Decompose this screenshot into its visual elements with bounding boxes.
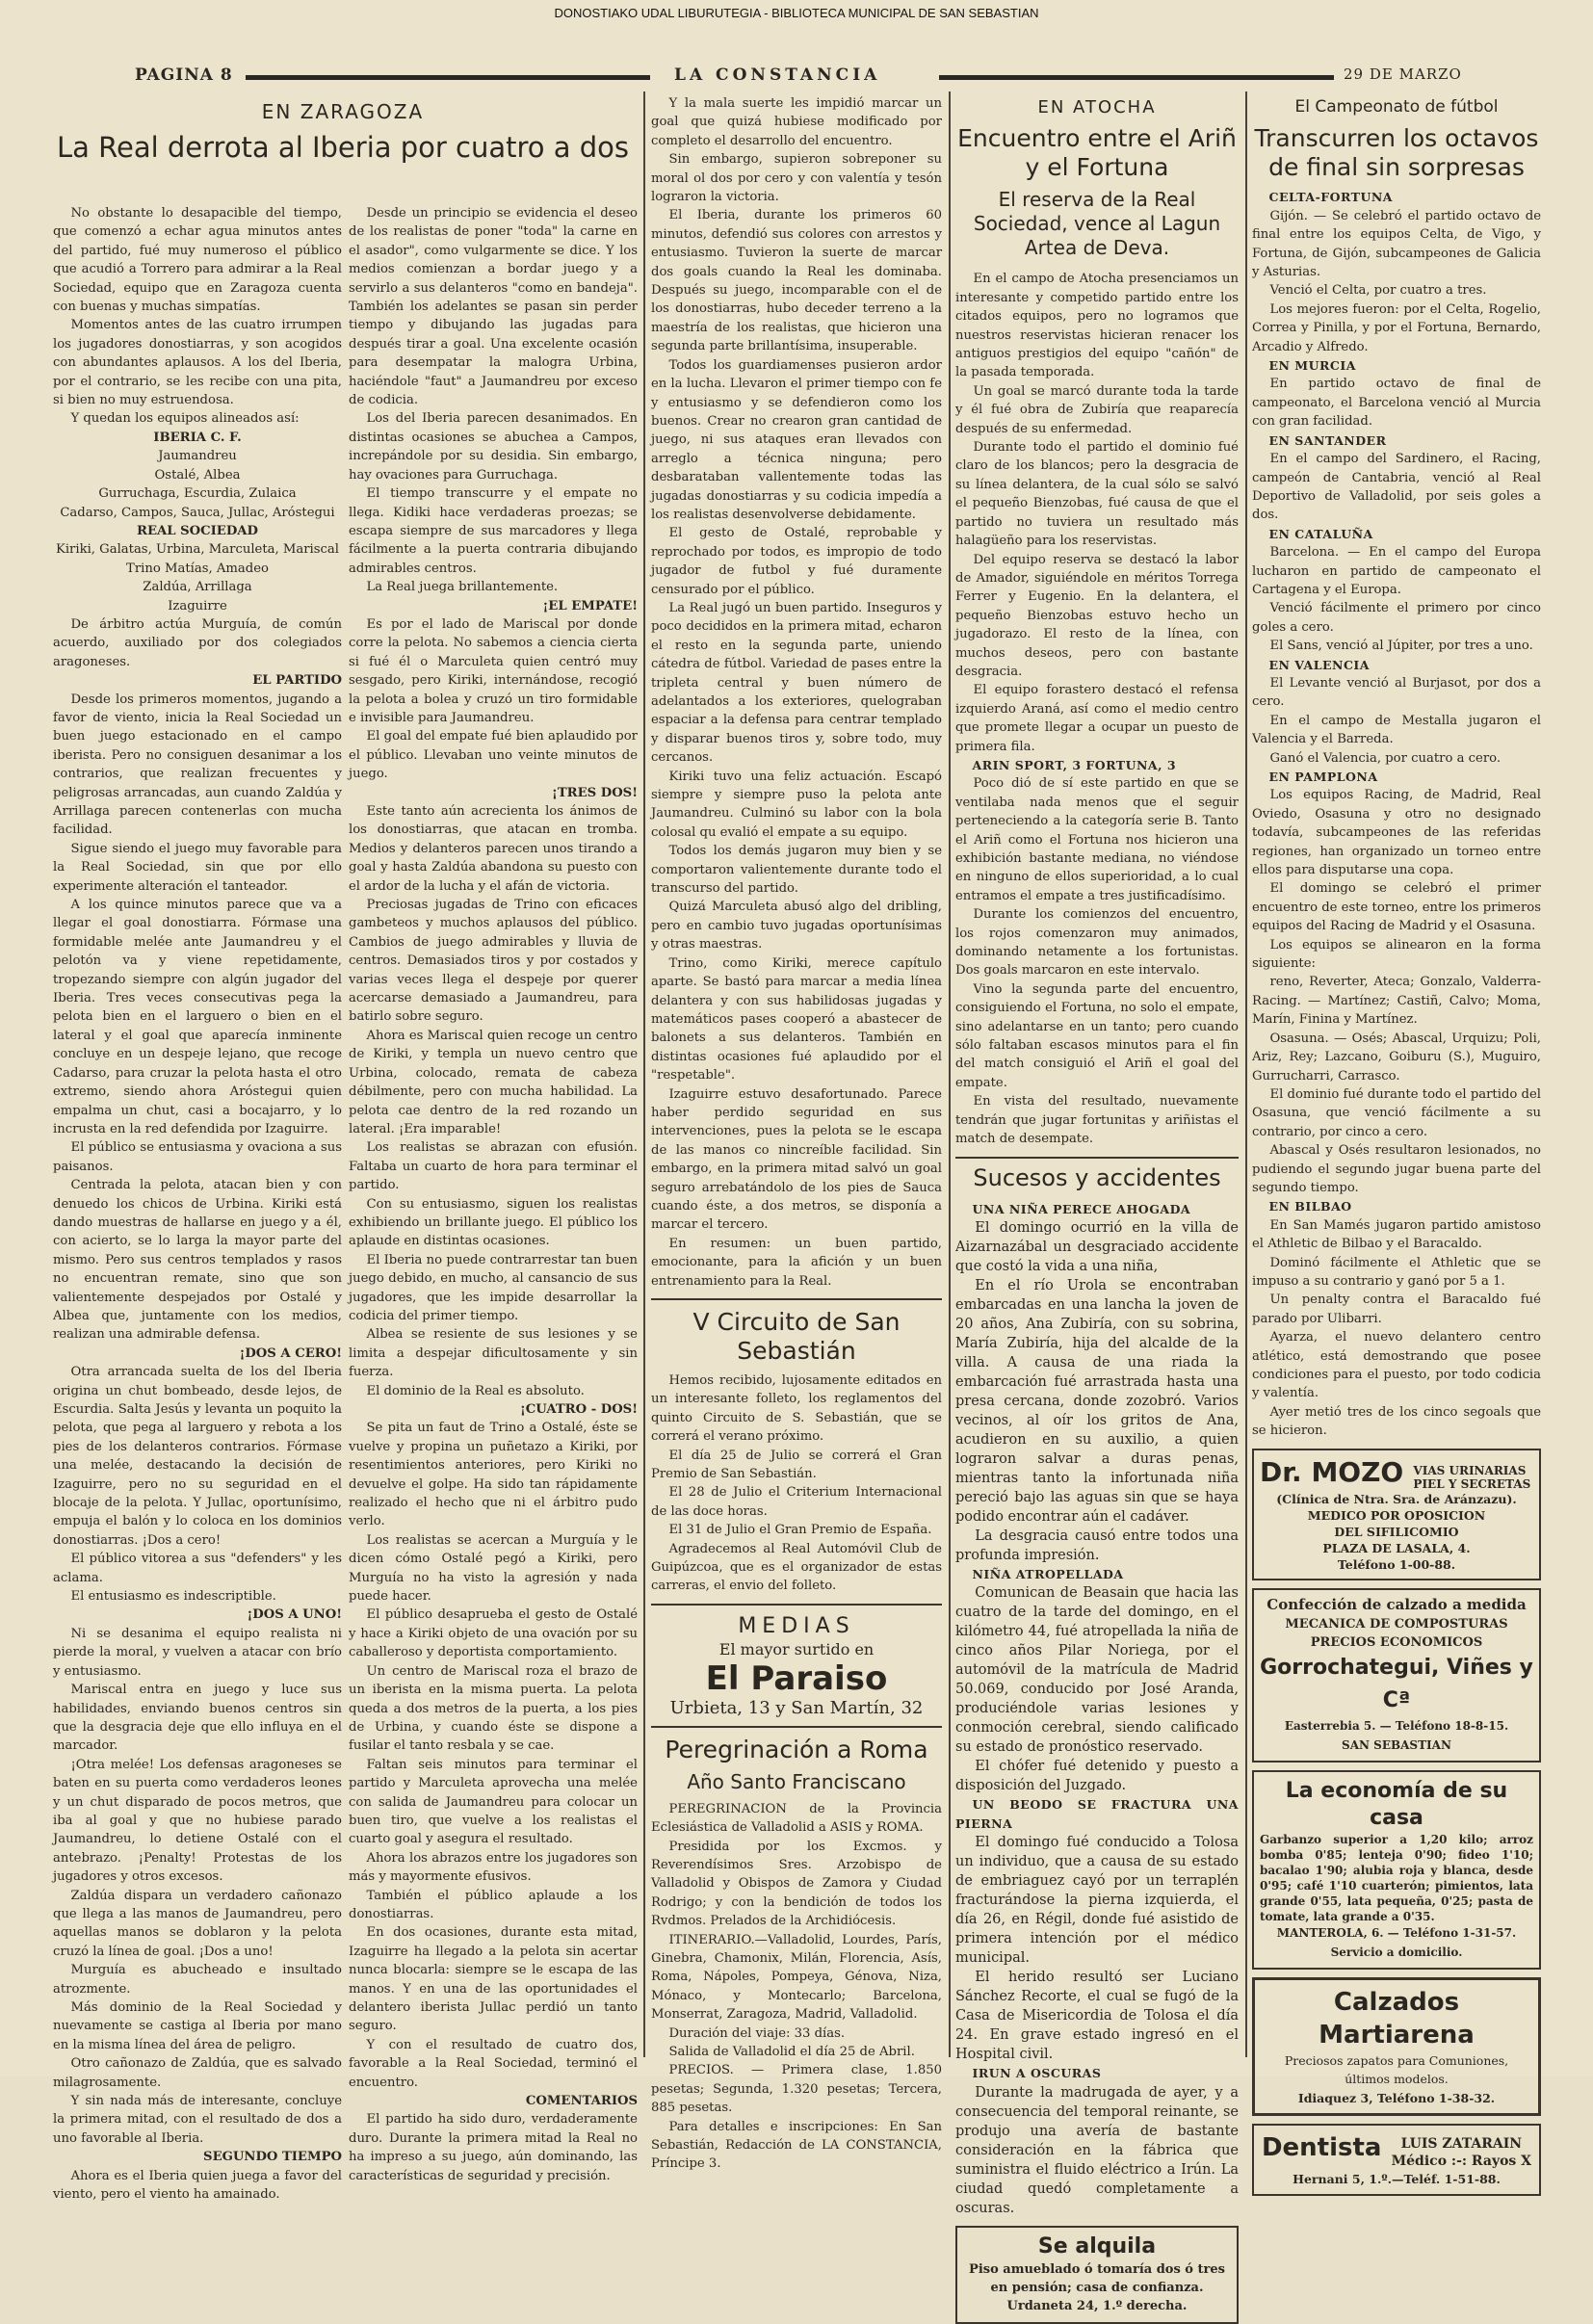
paragraph: Ayer metió tres de los cinco segoals que se hicieron.: [1252, 1404, 1541, 1439]
paragraph: reno, Reverter, Ateca; Gonzalo, Valderra-Racing. — Martínez; Castiñ, Calvo; Moma, Marín, Finina y Martínez.: [1252, 975, 1541, 1028]
headline: La Real derrota al Iberia por cuatro a dos: [56, 131, 629, 164]
divider: [651, 1726, 942, 1728]
paragraph: El Levante venció al Burjasot, por dos a cero.: [1252, 675, 1541, 710]
subheading: UN BEODO SE FRACTURA UNA PIERNA: [955, 1797, 1239, 1831]
paragraph: El chófer fué detenido y puesto a disposición del Juzgado.: [955, 1759, 1239, 1794]
lineup-line: Ostalé, Albea: [154, 467, 241, 483]
paragraph: Barcelona. — En el campo del Europa lucharon en partido de campeonato el Cartagena y el Europa.: [1252, 545, 1541, 597]
ad-title: MEDIAS: [738, 1613, 855, 1638]
ad-text: Garbanzo superior a 1,20 kilo; arroz bomba 0'85; lenteja 0'90; fideo 1'10; bacalao 1'90; alubia roja y blanca, desde 0'95; café 1'10 cuarterón; pimientos, lata grande 0'55, lata pequeña, 0'25; pasta de tomate, lata grande a 0'35.: [1260, 1833, 1533, 1924]
real-lineup: [53, 540, 342, 615]
paragraph: Desde los primeros momentos, jugando a favor de viento, inicia la Real Sociedad un buen juego estacionado en el campo iberista. Pero no consiguen desanimar a los contrarios, que realizan frecuentes y peligrosas arrancadas, aun cuando Zaldúa y Arrillaga parecen contenerlas con mucha facilidad.: [53, 692, 342, 838]
subheading: EN PAMPLONA: [1268, 770, 1378, 784]
paragraph: Murguía es abucheado e insultado atrozmente.: [53, 1963, 342, 1997]
subheading: EN SANTANDER: [1268, 432, 1387, 448]
paragraph: Poco dió de sí este partido en que se ventilaba nada menos que el seguir perteneciendo a la categoría serie B. Tanto el Ariñ como el Fortuna nos hicieron una exhibición bastante mediana, no viéndose en ninguno de ellos superioridad, a lo cual entramos el empate a tres justificadísimo.: [955, 776, 1239, 903]
newspaper-name: LA CONSTANCIA: [674, 65, 881, 85]
ad-title: Dentista: [1261, 2133, 1382, 2163]
paragraph: Comunican de Beasain que hacia las cuatro de la tarde del domingo, en el kilómetro 44, fué atropellada la niña de cinco años Pilar Noriega, por el automóvil de la matrícula de Madrid 50.069, conducido por José Aranda, produciéndole varias lesiones y conmoción cerebral, siendo calificado su estado de pronóstico reservado.: [955, 1585, 1239, 1756]
paragraph: Trino, como Kiriki, merece capítulo aparte. Se bastó para marcar a media línea delantera y con sus habilidosas jugadas y matemáticos pases cooperó a abastecer de balonets a sus delanteros. También en distintas ocasiones fué aplaudido por el "respetable".: [651, 955, 942, 1084]
paragraph: Abascal y Osés resultaron lesionados, no pudiendo el segundo jugar buena parte del segundo tiempo.: [1252, 1143, 1541, 1195]
circuito-title: V Circuito de San Sebastián: [692, 1308, 901, 1365]
paragraph: El dominio fué durante todo el partido del Osasuna, que venció fácilmente a su contrario, por cinco a cero.: [1252, 1086, 1541, 1139]
paragraphs: [955, 1583, 1239, 1795]
paragraph: Para detalles e inscripciones: En San Sebastián, Redacción de LA CONSTANCIA, Príncipe 3.: [651, 2119, 942, 2172]
paragraph: En partido octavo de final de campeonato, el Barcelona venció al Murcia con gran facilidad.: [1252, 377, 1541, 430]
shop-address: Urbieta, 13 y San Martín, 32: [669, 1698, 924, 1719]
subheading: EN VALENCIA: [1268, 657, 1370, 672]
divider: [651, 1604, 942, 1606]
paragraph: Otro cañonazo de Zaldúa, que es salvado milagrosamente.: [53, 2056, 342, 2090]
paragraph: Albea se resiente de sus lesiones y se limita a despejar dificultosamente y sin fuerza.: [349, 1327, 638, 1380]
paragraphs: [53, 1625, 342, 2148]
ad-text: Preciosos zapatos para Comuniones, últimos modelos.: [1284, 2052, 1509, 2087]
paragraphs: [1252, 786, 1541, 1197]
paragraph: Ahora es el Iberia quien juega a favor del viento, pero el viento ha amainado.: [53, 2168, 342, 2203]
section-title: EN ATOCHA: [1037, 97, 1157, 118]
address: Idiaquez 3, Teléfono 1-38-32.: [1297, 2090, 1496, 2105]
address: Easterrebia 5. — Teléfono 18-8-15.: [1284, 1719, 1509, 1734]
column-rule: [1245, 91, 1247, 2057]
subheading: EN BILBAO: [1268, 1199, 1352, 1214]
column-3: [651, 94, 942, 2172]
paragraph: Todos los demás jugaron muy bien y se comportaron valientemente durante todo el transcurso del partido.: [651, 844, 942, 897]
page-number: PAGINA 8: [135, 65, 233, 85]
subheading: UNA NIÑA PERECE AHOGADA: [972, 1201, 1191, 1216]
paragraph: A los quince minutos parece que va a llegar el goal donostiarra. Fórmase una formidable melée ante Jaumandreu y el pelotón va y viene repetidamente, tropezando siempre con algún jugador del Iberia. Tres veces consecutivas pega la pelota bien en el larguero o bien en el lateral y el goal que aparecía inminente concluye en un despeje lejano, que recoge Cadarso, para cruzar la pelota hasta el otro extremo, siendo ahora Aróstegui quien empalma un chut, casi a bocajarro, y lo incrusta en la red defendida por Izaguirre.: [53, 898, 342, 1136]
sucesos-title: Sucesos y accidentes: [973, 1163, 1221, 1191]
paragraph: PRECIOS. — Primera clase, 1.850 pesetas; Segunda, 1.320 pesetas; Tercera, 885 pesetas.: [651, 2063, 942, 2116]
paragraphs: [955, 2083, 1239, 2218]
page-date: 29 DE MARZO: [1344, 65, 1462, 83]
paragraph: Es por el lado de Mariscal por donde corre la pelota. No sabemos a ciencia cierta si fué él o Marculeta quien centró muy sesgado, pero Kiriki, internándose, recogió la pelota a bolea y cruzó un tiro formidable e invisible para Jaumandreu.: [349, 616, 638, 725]
paragraph: Kiriki tuvo una feliz actuación. Escapó siempre y siempre puso la pelota ante Jaumandreu. Culminó su labor con la bola colosal qu evalió el empate a su equipo.: [651, 769, 942, 840]
column-1: [53, 204, 342, 2203]
paragraph: El domingo ocurrió en la villa de Aizarnazábal un desgraciado accidente que costó la vida a una niña,: [955, 1219, 1239, 1274]
dentista-ad: [1252, 2124, 1541, 2196]
lineup-line: Izaguirre: [168, 598, 227, 614]
paragraph: Se pita un faut de Trino a Ostalé, éste se vuelve y propina un puñetazo a Kiriki, por resentimientos anteriores, pero Kiriki no devuelve el golpe. Ha sido tan rápidamente realizado el hecho que ni el árbitro pudo verlo.: [349, 1421, 638, 1529]
paragraphs: [349, 802, 638, 1400]
subheading: EL PARTIDO: [252, 673, 342, 689]
paragraph: En vista del resultado, nuevamente tendrán que jugar fortunitas y ariñistas el match de desempate.: [955, 1094, 1239, 1147]
paragraph: El público vitorea a sus "defenders" y les aclama.: [53, 1552, 342, 1585]
paragraphs: [1252, 207, 1541, 356]
paragraphs: [1252, 450, 1541, 525]
paragraph: Zaldúa dispara un verdadero cañonazo que llega a las manos de Jaumandreu, pero aquellas manos se doblaron y la pelota cruzó la línea de goal. ¡Dos a uno!: [53, 1888, 342, 1959]
paragraphs: [651, 1371, 942, 1596]
paragraph: El gesto de Ostalé, reprobable y reprochado por todos, es impropio de todo jugador de futbol y fué duramente censurado por el público.: [651, 526, 942, 597]
medias-ad: [651, 1613, 942, 1718]
paragraph: También el público aplaude a los donostiarras.: [349, 1888, 638, 1921]
paragraph: La Real jugó un buen partido. Inseguros y poco decididos en la primera mitad, echaron el resto en la segunda parte, uniendo cátedra de fútbol. Variedad de pases entre la tripleta central y buen número de adelantados a los exteriores, quelograban espaciar a la defensa para centrar templado y disparar buenos tiros y, sobre todo, muy cercanos.: [651, 600, 942, 766]
paragraph: ITINERARIO.—Valladolid, Lourdes, París, Ginebra, Chamonix, Milán, Florencia, Asís, Roma, Nápoles, Pompeya, Génova, Niza, Mónaco, y Montecarlo; Barcelona, Monserrat, Zaragoza, Madrid, Valladolid.: [651, 1932, 942, 2023]
paragraph: El público desaprueba el gesto de Ostalé y hace a Kiriki objeto de una ovación por su caballeroso y deportista comportamiento.: [349, 1607, 638, 1660]
paragraph: Del equipo reserva se destacó la labor de Amador, siguiéndole en méritos Torrega Ferrer y Eugenio. En la delantera, el pequeño Bienzobas estuvo hecho un jugadorazo. El resto de la línea, con muchos deseos, pero con bastante desgracia.: [955, 552, 1239, 679]
paragraph: El domingo fué conducido a Tolosa un individuo, que a causa de su estado de embriaguez cayó por un terraplén fracturándose la pierna izquierda, el día 26, en Régil, donde fué asistido de primera intención por el médico municipal.: [955, 1835, 1239, 1967]
headline: Transcurren los octavos de final sin sorpresas: [1254, 124, 1539, 182]
spec: VIAS URINARIAS: [1413, 1464, 1527, 1478]
mozo-ad: [1252, 1449, 1541, 1581]
subheading: IRUN A OSCURAS: [972, 2066, 1102, 2081]
paragraph: Los del Iberia parecen desanimados. En distintas ocasiones se abuchea a Campos, increpándole por su desidia. Sin embargo, hay ovaciones para Gurruchaga.: [349, 411, 638, 483]
paragraph: El partido ha sido duro, verdaderamente duro. Durante la primera mitad la Real no ha impreso a su juego, aún dominando, las características de seguridad y precisión.: [349, 2112, 638, 2183]
ad-title: La economía de su casa: [1285, 1779, 1508, 1831]
phone: Teléfono 1-00-88.: [1337, 1557, 1456, 1573]
paragraphs: [349, 2110, 638, 2185]
paragraph: El entusiasmo es indescriptible.: [70, 1589, 276, 1605]
paragraph: Hemos recibido, lujosamente editados en un interesante folleto, los reglamentos del quinto Circuito de S. Sebastián, que se correrá el verano próximo.: [651, 1373, 942, 1445]
paragraph: Ayarza, el nuevo delantero centro atlético, está demostrando que posee condiciones para el puesto, por todo codicia y valentía.: [1252, 1330, 1541, 1401]
paragraph: Desde un principio se evidencia el deseo de los realistas de poner "toda" la carne en el asador", como vulgarmente se dice. Y los medios comienzan a bordar juego y a servirlo a sus delanteros "como en bandeja". También los adelantes se pasan sin perder tiempo y dibujando las jugadas para después tirar a goal. Una excelente ocasión para desempatar la malogra Urbina, haciéndole "faut" a Jaumandreu por exceso de codicia.: [349, 206, 638, 408]
ad-text: Piso amueblado ó tomaría dos ó tres en pensión; casa de confianza. Urdaneta 24, 1.º derecha.: [969, 2261, 1225, 2314]
paragraph: Este tanto aún acrecienta los ánimos de los donostiarras, que atacan en tromba. Medios y delanteros parecen unos tirando a goal y hasta Zaldúa abandona su puesto con el ardor de la lucha y el afán de victoria.: [349, 804, 638, 894]
alquila-ad: [955, 2226, 1239, 2324]
paragraph: Osasuna. — Osés; Abascal, Urquizu; Poli, Ariz, Rey; Lazcano, Goiburu (S.), Muguiro, Gurrucharri, Carrasco.: [1252, 1031, 1541, 1084]
paragraphs: [651, 1800, 942, 2174]
paragraph: Sin embargo, supieron sobreponer su moral ol dos por cero y con valentía y tesón lograron la victoria.: [651, 152, 942, 205]
line: DEL SIFILICOMIO: [1334, 1525, 1459, 1540]
paragraphs: [955, 1218, 1239, 1565]
paragraph: Y la mala suerte les impidió marcar un goal que quizá hubiese modificado por completo el desarrollo del encuentro.: [651, 96, 942, 148]
spec: PIEL Y SECRETAS: [1413, 1477, 1531, 1492]
paragraph: El domingo se celebró el primer encuentro de este torneo, entre los primeros equipos del Racing de Madrid y el Osasuna.: [1252, 881, 1541, 934]
address: MANTEROLA, 6. — Teléfono 1-31-57.: [1276, 1926, 1517, 1941]
ad-line: El mayor surtido en: [718, 1639, 875, 1658]
lineup-line: Jaumandreu: [158, 449, 237, 464]
paragraph: El Sans, venció al Júpiter, por tres a uno.: [1269, 639, 1533, 654]
paragraph: Venció el Celta, por cuatro a tres.: [1269, 283, 1487, 299]
divider: [651, 1298, 942, 1300]
paragraph: Durante la madrugada de ayer, y a consecuencia del temporal reinante, se produjo una avería de bastante consideración en la fábrica que suministra el fluido eléctrico a Irún. La ciudad quedó completamente a oscuras.: [955, 2084, 1239, 2216]
paragraph: El goal del empate fué bien aplaudido por el público. Llevaban uno veinte minutos de juego.: [349, 729, 638, 782]
paragraph: El día 25 de Julio se correrá el Gran Premio de San Sebastián.: [651, 1448, 942, 1482]
paragraph: En el río Urola se encontraban embarcadas en una lancha la joven de 20 años, Ana Zubiría, con su sobrina, María Zubiría, hija del alcalde de la villa. A causa de una riada la embarcación fué arrastrada hasta una presa cercana, donde zozobró. Varios vecinos, al oír los gritos de Ana, acudieron en su auxilio, a quien lograron salvar a duras penas, mientras tanto la infortunada niña pereció bajo las aguas sin que se haya podido encontrar aún el cadáver.: [955, 1277, 1239, 1525]
paragraph: El herido resultó ser Luciano Sánchez Recorte, el cual se fugó de la Casa de Misericordia de Tolosa el día 24. En grave estado ingresó en el Hospital civil.: [955, 1970, 1239, 2063]
team-label: REAL SOCIEDAD: [137, 523, 258, 538]
ad-title: Calzados Martiarena: [1319, 1987, 1475, 2050]
paragraph: El Iberia no puede contrarrestar tan buen juego debido, en mucho, al cansancio de sus jugadores, que les impide desarrollar la codicia del primer tiempo.: [349, 1252, 638, 1323]
paragraph: El equipo forastero destacó el refensa izquierdo Araná, así como el medio centro que promete llegar a ocupar un puesto de primera fila.: [955, 683, 1239, 754]
subheading: ¡TRES DOS!: [552, 785, 638, 800]
paragraph: En el campo de Mestalla jugaron el Valencia y el Barreda.: [1252, 713, 1541, 747]
paragraphs: [349, 615, 638, 784]
paragraph: Y quedan los equipos alineados así:: [70, 411, 300, 427]
paragraph: Ahora los abrazos entre los jugadores son más y mayormente efusivos.: [349, 1850, 638, 1885]
lineup-line: Kiriki, Galatas, Urbina, Marculeta, Mariscal: [55, 542, 340, 558]
doctor-name: Dr. MOZO: [1260, 1455, 1404, 1488]
service: Servicio a domicilio.: [1330, 1945, 1463, 1959]
address: PLAZA DE LASALA, 4.: [1322, 1541, 1471, 1556]
line: Médico :-: Rayos X: [1391, 2153, 1532, 2169]
martiarena-ad: [1252, 1977, 1541, 2116]
paragraph: En dos ocasiones, durante esta mitad, Izaguirre ha llegado a la pelota sin acertar nunca blocarla: siempre se le escapa de las manos. Y en una de las oportunidades el delantero iberista Jullac perdió un tanto seguro.: [349, 1925, 638, 2034]
paragraph: Un penalty contra el Baracaldo fué parado por Ulibarri.: [1252, 1293, 1541, 1326]
paragraph: Los mejores fueron: por el Celta, Rogelio, Correa y Pinilla, y por el Fortuna, Bernardo, Arcadio y Alfredo.: [1252, 301, 1541, 354]
paragraph: Izaguirre estuvo desafortunado. Parece haber perdido seguridad en sus intervenciones, pues la pelota se le escapa de las manos co nincreíble facilidad. Sin embargo, en la primera mitad salvó un goal seguro arrebatándolo de los pies de Sauca cuando éste, a dos metros, se disponía a marcar el tercero.: [651, 1086, 942, 1233]
column-rule: [643, 91, 645, 2057]
address: Hernani 5, 1.º.—Teléf. 1-51-88.: [1293, 2171, 1501, 2186]
paragraph: Gijón. — Se celebró el partido octavo de final entre los equipos Celta, de Vigo, y Fortuna, de Gijón, subcampeones de Galicia y Asturias.: [1252, 208, 1541, 280]
paragraph: El público se entusiasma y ovaciona a sus paisanos.: [53, 1140, 342, 1174]
paragraph: Otra arrancada suelta de los del Iberia origina un chut bombeado, desde lejos, de Escurdia. Salta Jesús y levanta un poquito la pelota, que pega al larguero y rebota a los pies de los delanteros contrarios. Fórmase una melée, destacando la decisión de Izaguirre, pero no su seguridad en el blocaje de la pelota. Y Jullac, oportunísimo, empuja el balón y lo coloca en los dominios donostiarras. ¡Dos a cero!: [53, 1365, 342, 1548]
paragraphs: [1252, 375, 1541, 431]
paragraphs: [955, 774, 1239, 1148]
roma-subtitle: Año Santo Franciscano: [687, 1769, 906, 1793]
column-rule: [949, 91, 951, 2057]
paragraph: Venció fácilmente el primero por cinco goles a cero.: [1252, 601, 1541, 635]
paragraph: ¡Otra melée! Los defensas aragoneses se baten en su puerta como verdaderos leones y un chut disparado de pocos metros, que iba al goal y que no hubiese parado Jaumandreu, lo detiene Ostalé con el antebrazo. ¡Penalty! Protestas de los jugadores y otros excesos.: [53, 1757, 342, 1885]
lineup-line: Trino Matías, Amadeo: [126, 561, 269, 576]
archive-header: DONOSTIAKO UDAL LIBURUTEGIA - BIBLIOTECA MUNICIPAL DE SAN SEBASTIAN: [554, 6, 1039, 20]
paragraph: En el campo de Atocha presenciamos un interesante y competido partido entre los citados equipos, pero no logramos que nuestros reservistas hicieran renacer los antiguos prestigios del equipo "cañón" de la pasada temporada.: [955, 272, 1239, 380]
subheading: NIÑA ATROPELLADA: [972, 1566, 1124, 1581]
paragraph: Presidida por los Excmos. y Reverendísimos Sres. Arzobispo de Valladolid y Obispos de Zamora y Ciudad Rodrigo; y con la bendición de todos los Rvdmos. Prelados de la Archidiócesis.: [651, 1839, 942, 1929]
paragraph: En el campo del Sardinero, el Racing, campeón de Cantabria, venció al Real Deportivo de Valladolid, por seis goles a dos.: [1252, 452, 1541, 523]
subheading: CELTA-FORTUNA: [1268, 190, 1394, 205]
subheading: ¡DOS A CERO!: [239, 1345, 342, 1361]
paragraph: Faltan seis minutos para terminar el partido y Marculeta aprovecha una melée con salida de Jaumandreu para colocar un buen tiro, que vuelve a los realistas el cuarto goal y asegura el resultado.: [349, 1757, 638, 1847]
paragraph: Durante los comienzos del encuentro, los rojos comenzaron muy animados, dominando netamente a los fortunistas. Dos goals marcaron en este intervalo.: [955, 907, 1239, 979]
paragraph: Y sin nada más de interesante, concluye la primera mitad, con el resultado de dos a uno favorable al Iberia.: [53, 2094, 342, 2146]
paragraph: Un centro de Mariscal roza el brazo de un iberista en la misma puerta. La pelota queda a dos metros de la puerta, a los pies de Urbina, y cuando éste se dispone a fusilar el tanto resbala y se cae.: [349, 1663, 638, 1754]
paragraphs: [1252, 674, 1541, 768]
line: PRECIOS ECONOMICOS: [1310, 1634, 1483, 1650]
paragraph: En San Mamés jugaron partido amistoso el Athletic de Bilbao y el Baracaldo.: [1252, 1217, 1541, 1252]
headline: Encuentro entre el Ariñ y el Fortuna: [957, 124, 1237, 182]
paragraph: Y con el resultado de cuatro dos, favorable a la Real Sociedad, terminó el encuentro.: [349, 2037, 638, 2090]
subheading: COMENTARIOS: [525, 2094, 638, 2109]
intro-paragraphs: [53, 204, 342, 429]
paragraph: Salida de Valladolid el día 25 de Abril.: [668, 2044, 915, 2059]
economia-ad: [1252, 1770, 1541, 1970]
paragraphs: [1252, 543, 1541, 655]
paragraphs: [651, 94, 942, 1291]
subheading: ARIN SPORT, 3 FORTUNA, 3: [972, 757, 1177, 772]
paragraphs: [53, 2167, 342, 2205]
paragraph: Los equipos Racing, de Madrid, Real Oviedo, Osasuna y otro no designado todavía, subcampeones de las referidas regiones, han organizado un torneo entre ellos para disputarse una copa.: [1252, 788, 1541, 878]
paragraph: Sigue siendo el juego muy favorable para la Real Sociedad, sin que por ello experimente alteración el tanteador.: [53, 841, 342, 894]
paragraph: Quizá Marculeta abusó algo del dribling, pero en cambio tuvo jugadas oportunísimas y otras maestras.: [651, 900, 942, 953]
paragraph: Con su entusiasmo, siguen los realistas exhibiendo un brillante juego. El público los aplaude en distintas ocasiones.: [349, 1196, 638, 1249]
column-2: [349, 204, 638, 2183]
paragraph: Mariscal entra en juego y luce sus habilidades, enviando buenos centros sin que la desgracia deje que ello influya en el marcador.: [53, 1683, 342, 1754]
paragraphs: [349, 204, 638, 597]
line: MECANICA DE COMPOSTURAS: [1285, 1616, 1508, 1632]
paragraph: El tiempo transcurre y el empate no llega. Kidiki hace verdaderas proezas; se escapa siempre de sus marcadores y llega fácilmente a la puerta contraria dibujando admirables centros.: [349, 486, 638, 576]
masthead-rule: [246, 75, 650, 80]
paragraph: Dominó fácilmente el Athletic que se impuso a su contrario y ganó por 5 a 1.: [1252, 1255, 1541, 1289]
paragraph: Los equipos se alinearon en la forma siguiente:: [1252, 937, 1541, 972]
city: SAN SEBASTIAN: [1342, 1737, 1451, 1752]
clinic: (Clínica de Ntra. Sra. de Aránzazu).: [1276, 1492, 1517, 1507]
paragraphs: [955, 270, 1239, 756]
paragraph: Ahora es Mariscal quien recoge un centro de Kiriki, y templa un nuevo centro que Urbina, colocado, remata de cabeza débilmente, pero con mucha habilidad. La pelota cae dentro de la red rozando un lateral. ¡Era imparable!: [349, 1028, 638, 1136]
zaragoza-header: [48, 96, 638, 170]
paragraph: PEREGRINACION de la Provincia Eclesiástica de Valladolid a ASIS y ROMA.: [651, 1801, 942, 1836]
paragraph: Vino la segunda parte del encuentro, consiguiendo el Fortuna, no solo el empate, sino adelantarse en un tanto; pero cuando sólo faltaban escasos minutos para el fin del match consiguió el Ariñ el goal del empate.: [955, 981, 1239, 1090]
shop-name: El Paraiso: [705, 1659, 888, 1699]
paragraph: Agradecemos al Real Automóvil Club de Guipúzcoa, que es el organizador de estas carreras, el envio del folleto.: [651, 1541, 942, 1594]
column-4: [955, 94, 1239, 2314]
calzado-ad: [1252, 1588, 1541, 1763]
paragraph: La Real juega brillantemente.: [366, 580, 559, 595]
paragraph: Durante todo el partido el dominio fué claro de los blancos; pero la desgracia de su línea delantera, de la cual sólo se salvó el pequeño Bienzobas, fué causa de que el partido no tuviera un resultado más halagüeño para los reservistas.: [955, 440, 1239, 549]
lineup-line: Gurruchaga, Escurdia, Zulaica: [98, 486, 297, 502]
subheading: SEGUNDO TIEMPO: [203, 2150, 342, 2165]
roma-title: Peregrinación a Roma: [665, 1735, 928, 1763]
paragraph: Ganó el Valencia, por cuatro a cero.: [1269, 750, 1502, 766]
paragraph: El 31 de Julio el Gran Premio de España.: [668, 1523, 932, 1538]
paragraph: Preciosas jugadas de Trino con eficaces gambeteos y muchos aplausos del público. Cambios de juego admirables y lluvia de centros. Demasiados tiros y por costados y varias veces llega el despeje por querer acercarse demasiado a Jaumandreu, para batirlo sobre seguro.: [349, 898, 638, 1025]
line: MEDICO POR OPOSICION: [1307, 1508, 1486, 1524]
paragraphs: [1252, 1216, 1541, 1441]
team-label: IBERIA C. F.: [153, 430, 242, 445]
column-5: [1252, 94, 1541, 2186]
paragraph: El Iberia, durante los primeros 60 minutos, defendió sus colores con arrestos y entusiasmo. Tuvieron la suerte de marcar dos goals cuando la Real les dominaba. Después su juego, incomparable con el de los donostiarras, hubo deceder terreno a la maestría de los realistas, que hicieron una segunda parte brillantísima, insuperable.: [651, 208, 942, 354]
paragraphs: [53, 691, 342, 1345]
subheading: EN CATALUÑA: [1268, 526, 1373, 541]
shop-name: Gorrochategui, Viñes y Cª: [1260, 1656, 1533, 1713]
paragraph: No obstante lo desapacible del tiempo, que comenzó a echar agua minutos antes del partido, fué muy numeroso el público que acudió a Torrero para admirar a la Real Sociedad, equipo que en Zaragoza cuenta con buenas y muchas simpatías.: [53, 206, 342, 315]
section-title: El Campeonato de fútbol: [1294, 97, 1499, 117]
paragraphs: [955, 1833, 1239, 2064]
paragraph: Un goal se marcó durante toda la tarde y él fué obra de Zubiría que reaparecía después de su enfermedad.: [955, 383, 1239, 436]
paragraph: Los realistas se acercan a Murguía y le dicen cómo Ostalé pegó a Kiriki, pero Murguía no ha visto la agresión y nada puede hacer.: [349, 1532, 638, 1605]
subheading: ¡DOS A UNO!: [247, 1607, 342, 1623]
paragraphs: [53, 1363, 342, 1606]
divider: [955, 1157, 1239, 1159]
ad-title: Se alquila: [1037, 2233, 1157, 2259]
paragraph: El dominio de la Real es absoluto.: [366, 1383, 585, 1398]
paragraph: Los realistas se abrazan con efusión. Faltaba un cuarto de hora para terminar el partido.: [349, 1140, 638, 1193]
lineup-line: Cadarso, Campos, Sauca, Jullac, Aróstegui: [60, 505, 335, 520]
paragraph: El 28 de Julio el Criterium Internacional de las doce horas.: [651, 1485, 942, 1519]
subheading: ¡EL EMPATE!: [542, 598, 638, 614]
masthead-rule: [939, 75, 1334, 80]
subheading: EN MURCIA: [1268, 358, 1356, 374]
paragraph: En resumen: un buen partido, emocionante, para la afición y un buen entrenamiento para la Real.: [651, 1236, 942, 1289]
section-title: EN ZARAGOZA: [261, 100, 425, 123]
paragraph: Centrada la pelota, atacan bien y con denuedo los chicos de Urbina. Kiriki está dando muestras de hallarse en juego y a él, con acierto, se lo larga la mayor parte del mismo. Pero sus centros templados y rasos no encuentran remate, sino que son valientemente despejados por Ostalé y Albea que, juntamente con los medios, realizan una admirable defensa.: [53, 1178, 342, 1343]
paragraph: Todos los guardiamenses pusieron ardor en la lucha. Llevaron el primer tiempo con fe y entusiasmo y se defendieron como los buenos. Crear no crearon gran cantidad de juego, ni sus ataques eran llevados con arreglo a técnica ninguna; pero desbarataban vallentemente todas las jugadas donostiarras y su codicia impedía a los realistas desenvolverse debidamente.: [651, 357, 942, 522]
paragraphs: [349, 1419, 638, 2092]
line: Confección de calzado a medida: [1267, 1596, 1527, 1614]
dentist-name: LUIS ZATARAIN: [1400, 2135, 1523, 2152]
paragraph: De árbitro actúa Murguía, de común acuerdo, auxiliado por dos colegiados aragoneses.: [53, 616, 342, 669]
iberia-lineup: [53, 447, 342, 522]
lineup-line: Zaldúa, Arrillaga: [143, 580, 252, 595]
paragraph: Más dominio de la Real Sociedad y nuevamente se castiga al Iberia por mano en la misma línea del área de peligro.: [53, 2000, 342, 2052]
paragraph: La desgracia causó entre todos una profunda impresión.: [955, 1528, 1239, 1563]
paragraph: Momentos antes de las cuatro irrumpen los jugadores donostiarras, y son acogidos con abundantes aplausos. A los del Iberia, por el contrario, se les recibe con una pita, si bien no muy estruendosa.: [53, 318, 342, 408]
subheading: ¡CUATRO - DOS!: [519, 1402, 638, 1417]
subheadline: El reserva de la Real Sociedad, vence al Lagun Artea de Deva.: [973, 188, 1221, 260]
paragraph: Ni se desanima el equipo realista ni pierde la moral, y vuelven a atacar con brío y entusiasmo.: [53, 1626, 342, 1679]
paragraph: Duración del viaje: 33 días.: [668, 2025, 846, 2041]
